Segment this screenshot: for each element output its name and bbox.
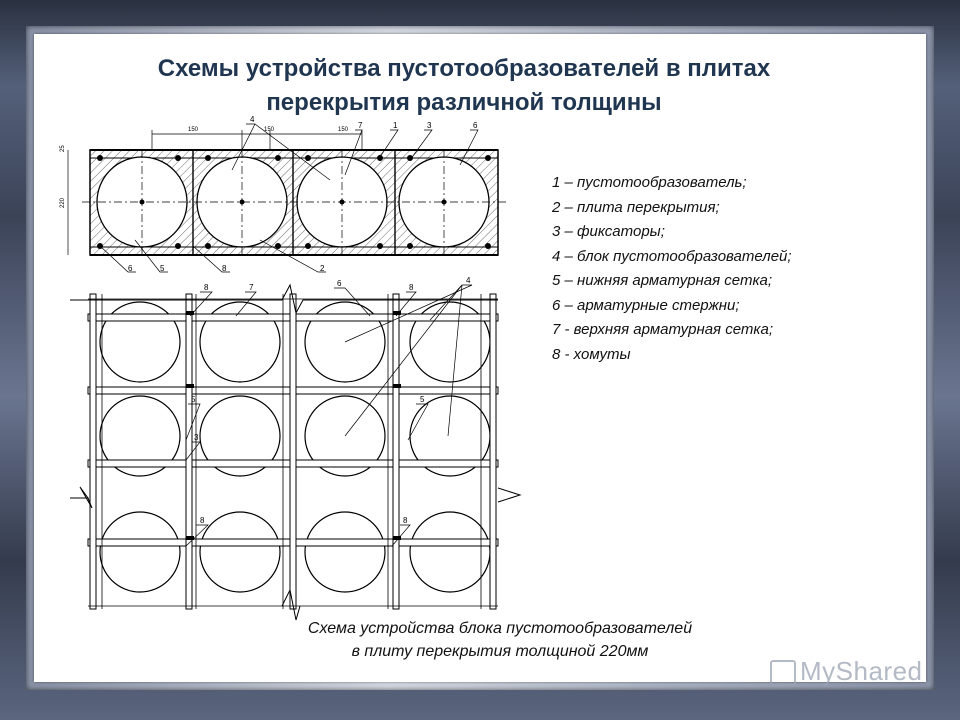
plan-label-8a: 8 <box>204 283 209 292</box>
legend-item: 6 – арматурные стержни; <box>552 296 740 314</box>
plan-label-5a: 5 <box>191 395 196 404</box>
dim-25: 25 <box>60 145 66 152</box>
legend-item: 2 – плита перекрытия; <box>552 198 720 216</box>
watermark-icon <box>770 660 796 686</box>
legend-item: 1 – пустотообразователь; <box>552 174 747 191</box>
plan-label-3: 3 <box>194 433 199 442</box>
section-label-6: 6 <box>473 121 478 130</box>
dim-150-c: 150 <box>338 127 349 133</box>
legend-item: 4 – блок пустотообразователей; <box>552 247 792 265</box>
legend-item: 3 – фиксаторы; <box>552 223 665 240</box>
section-label-2: 2 <box>320 264 325 273</box>
section-label-7: 7 <box>358 121 363 130</box>
legend-list <box>552 171 792 367</box>
section-label-5: 5 <box>160 264 165 273</box>
legend-item: 7 - верхняя арматурная сетка; <box>552 321 773 338</box>
plan-label-8b: 8 <box>409 283 414 292</box>
legend-item: 8 - хомуты <box>552 345 631 363</box>
plan-label-8d: 8 <box>403 516 408 525</box>
title-line-2: перекрытия различной толщины <box>266 89 662 116</box>
dim-150-b: 150 <box>264 127 275 133</box>
title-line-1: Схемы устройства пустотообразователей в плитах <box>157 55 771 82</box>
figure-caption <box>200 617 800 663</box>
caption-line-1: Схема устройства блока пустотообразователей <box>307 620 693 637</box>
section-label-8: 8 <box>222 264 227 273</box>
legend-item: 5 – нижняя арматурная сетка; <box>552 272 773 289</box>
section-label-3: 3 <box>427 121 432 130</box>
plan-view-reinforcement <box>70 276 520 620</box>
slab-cross-section <box>60 115 506 273</box>
section-label-4: 4 <box>250 115 255 124</box>
caption-line-2: в плиту перекрытия толщиной 220мм <box>351 643 649 660</box>
plan-label-6: 6 <box>337 279 342 288</box>
plan-label-8c: 8 <box>200 516 205 525</box>
watermark-text: MyShared <box>800 656 923 686</box>
dim-220: 220 <box>60 197 66 208</box>
dim-150-a: 150 <box>188 127 199 133</box>
section-label-1: 1 <box>393 121 398 130</box>
plan-label-4: 4 <box>466 276 471 285</box>
plan-label-5b: 5 <box>420 395 425 404</box>
section-label-6b: 6 <box>128 264 133 273</box>
plan-label-7: 7 <box>249 283 254 292</box>
